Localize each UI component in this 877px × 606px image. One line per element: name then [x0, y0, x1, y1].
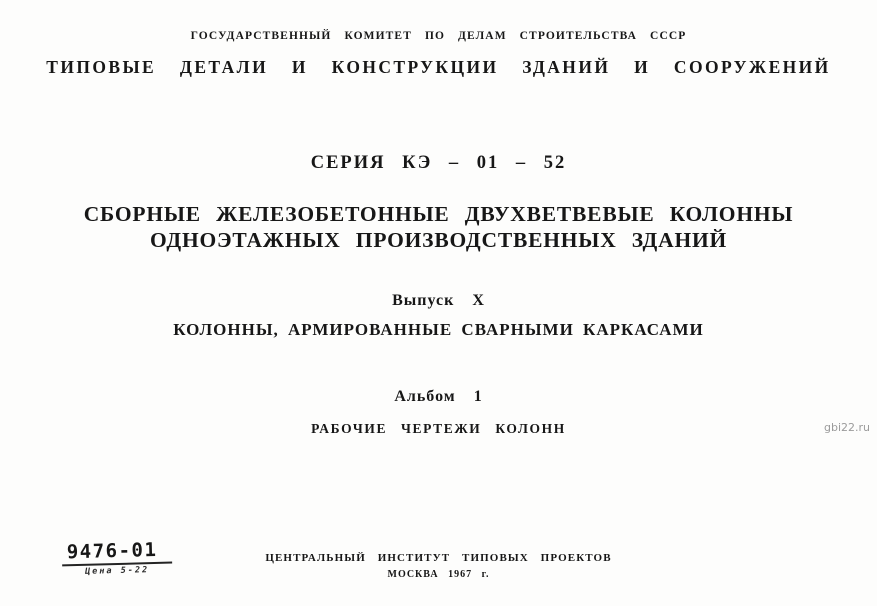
price-label: Цена 5-22 [84, 565, 150, 577]
main-title-line1: СБОРНЫЕ ЖЕЛЕЗОБЕТОННЫЕ ДВУХВЕТВЕВЫЕ КОЛОННЫ [83, 202, 794, 226]
program-title: ТИПОВЫЕ ДЕТАЛИ И КОНСТРУКЦИИ ЗДАНИЙ И СООРУЖЕНИЙ [46, 57, 831, 77]
album-subtitle: РАБОЧИЕ ЧЕРТЕЖИ КОЛОНН [311, 421, 566, 436]
main-title-line2: ОДНОЭТАЖНЫХ ПРОИЗВОДСТВЕННЫХ ЗДАНИЙ [149, 228, 728, 252]
site-watermark: gbi22.ru [823, 421, 870, 434]
publisher-institute: ЦЕНТРАЛЬНЫЙ ИНСТИТУТ ТИПОВЫХ ПРОЕКТОВ [265, 552, 612, 564]
organization-header: ГОСУДАРСТВЕННЫЙ КОМИТЕТ ПО ДЕЛАМ СТРОИТЕЛЬСТВА СССР [190, 30, 687, 42]
city-and-year: МОСКВА 1967 г. [387, 569, 490, 580]
series-number: СЕРИЯ КЭ – 01 – 52 [310, 153, 567, 173]
main-title [0, 201, 877, 253]
issue-subtitle: КОЛОННЫ, АРМИРОВАННЫЕ СВАРНЫМИ КАРКАСАМИ [173, 320, 704, 339]
album-label: Альбом 1 [394, 388, 483, 405]
issue-label: Выпуск X [392, 292, 485, 309]
document-number: 9476-01 [62, 539, 172, 567]
